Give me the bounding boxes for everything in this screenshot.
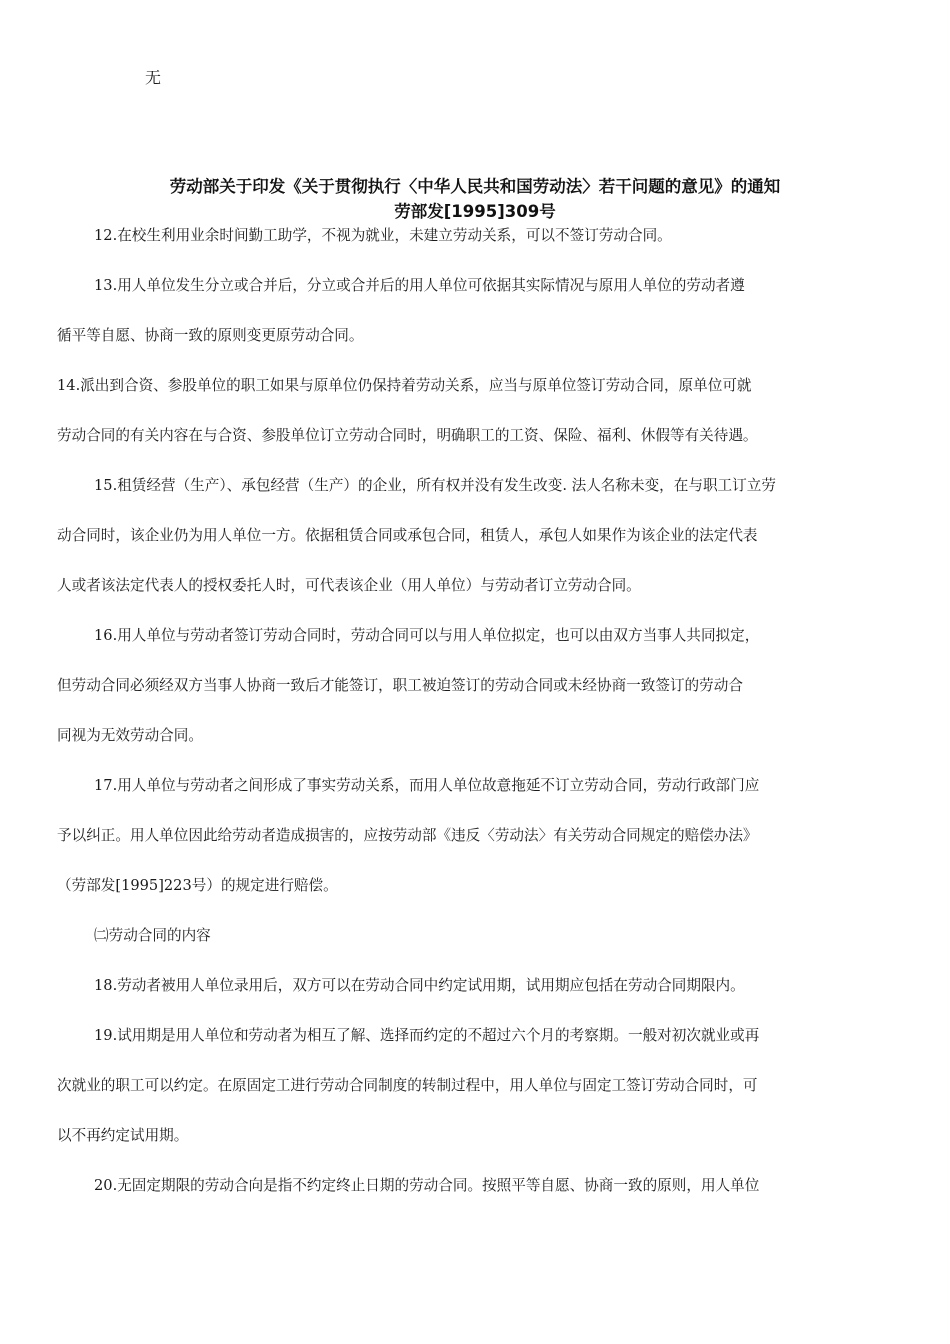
paragraph-line: 19.试用期是用人单位和劳动者为相互了解、选择而约定的不超过六个月的考察期。一般对初次就业或再	[94, 1027, 760, 1044]
paragraph-line: 16.用人单位与劳动者签订劳动合同时，劳动合同可以与用人单位拟定，也可以由双方当事人共同拟定，	[94, 627, 760, 644]
title-line-1: 劳动部关于印发《关于贯彻执行〈中华人民共和国劳动法〉若干问题的意见》的通知	[169, 177, 781, 196]
paragraph-line: 18.劳动者被用人单位录用后，双方可以在劳动合同中约定试用期，试用期应包括在劳动合同期限内。	[94, 977, 745, 994]
paragraph-12	[57, 224, 843, 248]
paragraph-15	[57, 474, 843, 598]
paragraph-line: 12.在校生利用业余时间勤工助学，不视为就业，未建立劳动关系，可以不签订劳动合同。	[94, 227, 672, 244]
paragraph-14	[57, 374, 843, 448]
paragraph-line: 劳动合同的有关内容在与合资、参股单位订立劳动合同时，明确职工的工资、保险、福利、休假等有关待遇。	[57, 427, 758, 444]
paragraph-line: 予以纠正。用人单位因此给劳动者造成损害的，应按劳动部《违反〈劳动法〉有关劳动合同规定的赔偿办法》	[57, 827, 758, 844]
paragraph-line: 循平等自愿、协商一致的原则变更原劳动合同。	[57, 327, 364, 344]
paragraph-20	[57, 1174, 843, 1198]
paragraph-line: 人或者该法定代表人的授权委托人时，可代表该企业（用人单位）与劳动者订立劳动合同。	[57, 577, 641, 594]
paragraph-16	[57, 624, 843, 748]
paragraph-line: （劳部发[1995]223号）的规定进行赔偿。	[57, 877, 338, 894]
document-body	[57, 224, 843, 1224]
paragraph-19	[57, 1024, 843, 1148]
paragraph-line: 以不再约定试用期。	[57, 1127, 189, 1144]
paragraph-line: 同视为无效劳动合同。	[57, 727, 203, 744]
header-mark: 无	[145, 68, 162, 87]
paragraph-line: 15.租赁经营（生产）、承包经营（生产）的企业，所有权并没有发生改变. 法人名称未变，在与职工订立劳	[94, 477, 776, 494]
section-heading: ㈡劳动合同的内容	[94, 927, 211, 944]
paragraph-line: 次就业的职工可以约定。在原固定工进行劳动合同制度的转制过程中，用人单位与固定工签订劳动合同时，可	[57, 1077, 758, 1094]
paragraph-13	[57, 274, 843, 348]
section-heading-contract-content	[57, 924, 843, 948]
paragraph-line: 20.无固定期限的劳动合向是指不约定终止日期的劳动合同。按照平等自愿、协商一致的原则，用人单位	[94, 1177, 760, 1194]
title-line-2: 劳部发[1995]309号	[394, 202, 556, 221]
paragraph-line: 动合同时，该企业仍为用人单位一方。依据租赁合同或承包合同，租赁人，承包人如果作为该企业的法定代表	[57, 527, 758, 544]
paragraph-line: 13.用人单位发生分立或合并后，分立或合并后的用人单位可依据其实际情况与原用人单位的劳动者遵	[94, 277, 745, 294]
paragraph-18	[57, 974, 843, 998]
paragraph-line: 但劳动合同必须经双方当事人协商一致后才能签订，职工被迫签订的劳动合同或未经协商一致签订的劳动合	[57, 677, 743, 694]
document-title	[0, 174, 950, 224]
paragraph-line: 17.用人单位与劳动者之间形成了事实劳动关系，而用人单位故意拖延不订立劳动合同，劳动行政部门应	[94, 777, 760, 794]
paragraph-line: 14.派出到合资、参股单位的职工如果与原单位仍保持着劳动关系，应当与原单位签订劳动合同，原单位可就	[57, 377, 752, 394]
paragraph-17	[57, 774, 843, 898]
